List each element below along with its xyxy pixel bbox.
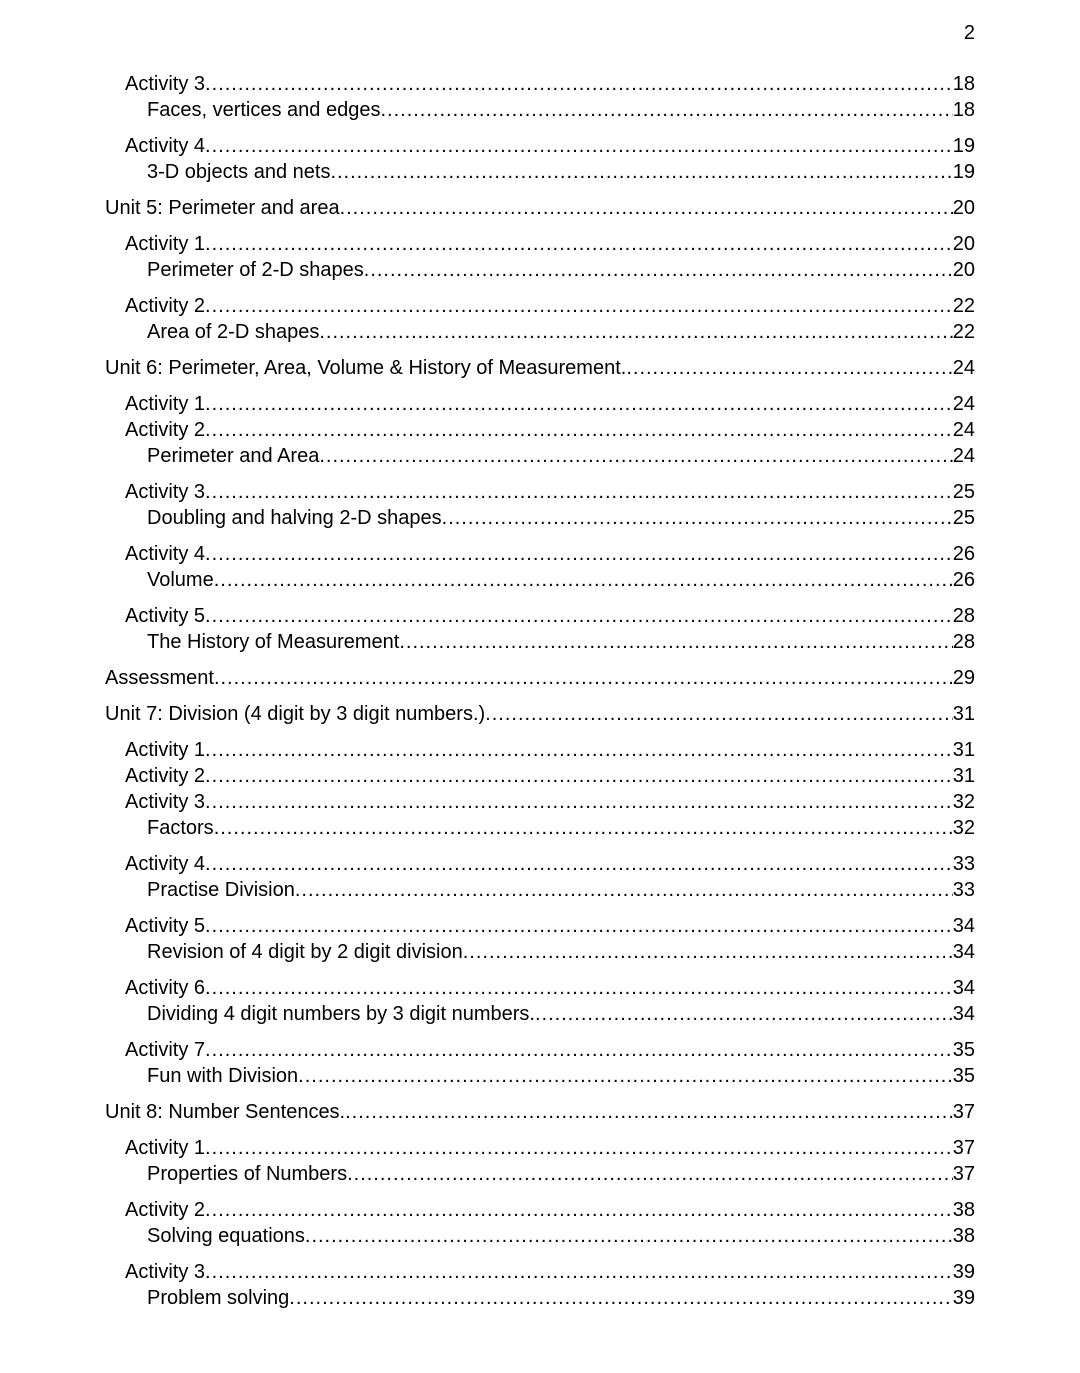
toc-entry-page: 20 — [952, 233, 975, 255]
toc-entry — [105, 701, 975, 727]
toc-entry-page: 32 — [952, 791, 975, 813]
toc-entry-page: 25 — [952, 481, 975, 503]
toc-leader-dots — [205, 391, 953, 417]
toc-entry — [105, 1259, 975, 1285]
toc-entry — [105, 939, 975, 965]
toc-entry-label: Practise Division — [147, 879, 295, 901]
toc-entry-page: 34 — [952, 915, 975, 937]
toc-group — [105, 701, 975, 727]
toc-entry-page: 26 — [952, 543, 975, 565]
toc-entry — [105, 71, 975, 97]
toc-entry-page: 33 — [952, 853, 975, 875]
toc-entry-page: 28 — [952, 605, 975, 627]
toc-entry-label: Activity 4 — [125, 135, 206, 157]
toc-group — [105, 665, 975, 691]
toc-entry-page: 37 — [952, 1163, 975, 1185]
toc-entry-page: 22 — [952, 295, 975, 317]
toc-entry-label: Unit 5: Perimeter and area — [105, 197, 340, 219]
toc-leader-dots — [205, 763, 953, 789]
toc-entry-page: 24 — [952, 419, 975, 441]
toc-entry-label: Activity 1 — [125, 739, 206, 761]
toc-entry-label: Solving equations — [147, 1225, 305, 1247]
toc-group — [105, 1135, 975, 1187]
toc-entry — [105, 159, 975, 185]
toc-leader-dots — [205, 1197, 953, 1223]
toc-entry-page: 18 — [952, 73, 975, 95]
toc-entry-label: Activity 4 — [125, 853, 206, 875]
toc-group — [105, 195, 975, 221]
toc-entry-label: Activity 3 — [125, 1261, 206, 1283]
toc-leader-dots — [463, 939, 953, 965]
toc-group — [105, 1099, 975, 1125]
toc-group — [105, 913, 975, 965]
toc-leader-dots — [298, 1063, 953, 1089]
toc-leader-dots — [205, 737, 953, 763]
toc-group — [105, 293, 975, 345]
toc-entry — [105, 737, 975, 763]
toc-entry-label: Factors — [147, 817, 214, 839]
toc-entry-page: 32 — [952, 817, 975, 839]
toc-entry-label: Activity 2 — [125, 1199, 206, 1221]
toc-leader-dots — [205, 417, 953, 443]
toc-entry-label: Activity 1 — [125, 233, 206, 255]
toc-entry — [105, 1001, 975, 1027]
toc-entry-page: 31 — [952, 739, 975, 761]
toc-entry — [105, 443, 975, 469]
table-of-contents — [105, 71, 975, 1321]
toc-leader-dots — [347, 1161, 953, 1187]
toc-entry-page: 18 — [952, 99, 975, 121]
toc-entry-page: 38 — [952, 1199, 975, 1221]
toc-group — [105, 603, 975, 655]
toc-leader-dots — [214, 665, 953, 691]
toc-entry — [105, 763, 975, 789]
toc-leader-dots — [305, 1223, 953, 1249]
toc-entry — [105, 417, 975, 443]
toc-entry-page: 35 — [952, 1039, 975, 1061]
toc-leader-dots — [289, 1285, 952, 1311]
toc-leader-dots — [205, 1135, 953, 1161]
toc-entry — [105, 1063, 975, 1089]
toc-leader-dots — [330, 159, 952, 185]
toc-entry — [105, 505, 975, 531]
toc-entry — [105, 479, 975, 505]
toc-entry-label: Activity 1 — [125, 393, 206, 415]
toc-entry-label: Faces, vertices and edges — [147, 99, 381, 121]
toc-entry — [105, 913, 975, 939]
toc-entry — [105, 1223, 975, 1249]
toc-group — [105, 391, 975, 469]
toc-entry-label: Doubling and halving 2-D shapes — [147, 507, 442, 529]
toc-leader-dots — [205, 1037, 953, 1063]
toc-entry-page: 39 — [952, 1287, 975, 1309]
toc-leader-dots — [345, 1099, 953, 1125]
toc-entry-label: Activity 3 — [125, 791, 206, 813]
toc-entry-page: 24 — [952, 445, 975, 467]
toc-entry — [105, 877, 975, 903]
toc-group — [105, 1037, 975, 1089]
toc-entry-label: Volume — [147, 569, 214, 591]
toc-entry-label: Unit 7: Division (4 digit by 3 digit numbers.) — [105, 703, 486, 725]
toc-entry-label: Activity 2 — [125, 765, 206, 787]
toc-leader-dots — [214, 567, 953, 593]
toc-entry-label: Problem solving — [147, 1287, 290, 1309]
toc-entry — [105, 293, 975, 319]
toc-entry-page: 20 — [952, 197, 975, 219]
toc-entry-page: 37 — [952, 1101, 975, 1123]
toc-leader-dots — [364, 257, 953, 283]
toc-entry — [105, 231, 975, 257]
toc-leader-dots — [485, 701, 953, 727]
toc-entry — [105, 567, 975, 593]
toc-leader-dots — [205, 293, 953, 319]
toc-leader-dots — [205, 541, 953, 567]
toc-entry-page: 38 — [952, 1225, 975, 1247]
toc-entry — [105, 1135, 975, 1161]
toc-leader-dots — [205, 913, 953, 939]
toc-entry-page: 29 — [952, 667, 975, 689]
toc-entry-page: 35 — [952, 1065, 975, 1087]
toc-entry-page: 25 — [952, 507, 975, 529]
toc-entry-label: Activity 2 — [125, 295, 206, 317]
toc-entry — [105, 1037, 975, 1063]
toc-entry — [105, 975, 975, 1001]
toc-leader-dots — [205, 479, 953, 505]
toc-entry-page: 34 — [952, 1003, 975, 1025]
toc-group — [105, 1259, 975, 1311]
toc-entry-label: Activity 4 — [125, 543, 206, 565]
toc-entry-label: Fun with Division — [147, 1065, 299, 1087]
toc-entry-page: 22 — [952, 321, 975, 343]
toc-leader-dots — [535, 1001, 953, 1027]
toc-entry — [105, 1285, 975, 1311]
toc-entry-label: Activity 5 — [125, 605, 206, 627]
toc-entry — [105, 319, 975, 345]
toc-entry-label: Revision of 4 digit by 2 digit division — [147, 941, 463, 963]
toc-entry-page: 37 — [952, 1137, 975, 1159]
toc-group — [105, 975, 975, 1027]
toc-group — [105, 541, 975, 593]
toc-entry-label: Properties of Numbers — [147, 1163, 348, 1185]
toc-group — [105, 737, 975, 841]
page-number: 2 — [963, 22, 975, 44]
toc-entry-page: 34 — [952, 977, 975, 999]
toc-entry-label: The History of Measurement — [147, 631, 400, 653]
toc-group — [105, 133, 975, 185]
toc-entry-label: Perimeter of 2-D shapes — [147, 259, 364, 281]
toc-entry-page: 20 — [952, 259, 975, 281]
toc-leader-dots — [205, 133, 953, 159]
toc-leader-dots — [205, 851, 953, 877]
toc-entry — [105, 391, 975, 417]
toc-entry — [105, 97, 975, 123]
toc-entry — [105, 355, 975, 381]
toc-entry — [105, 1099, 975, 1125]
toc-leader-dots — [205, 71, 953, 97]
toc-entry-page: 39 — [952, 1261, 975, 1283]
toc-entry-page: 19 — [952, 161, 975, 183]
toc-leader-dots — [399, 629, 952, 655]
toc-entry-label: Activity 5 — [125, 915, 206, 937]
toc-entry-page: 28 — [952, 631, 975, 653]
toc-entry — [105, 851, 975, 877]
toc-leader-dots — [205, 231, 953, 257]
toc-entry-label: Activity 2 — [125, 419, 206, 441]
toc-entry — [105, 133, 975, 159]
toc-leader-dots — [319, 319, 952, 345]
toc-entry-page: 31 — [952, 765, 975, 787]
toc-leader-dots — [205, 1259, 953, 1285]
toc-leader-dots — [340, 195, 953, 221]
toc-leader-dots — [205, 789, 953, 815]
toc-entry-label: Activity 3 — [125, 73, 206, 95]
toc-entry — [105, 541, 975, 567]
toc-entry-label: Activity 1 — [125, 1137, 206, 1159]
toc-entry — [105, 257, 975, 283]
toc-group — [105, 71, 975, 123]
toc-entry-label: Activity 6 — [125, 977, 206, 999]
toc-entry-page: 33 — [952, 879, 975, 901]
toc-entry — [105, 665, 975, 691]
toc-group — [105, 1197, 975, 1249]
toc-entry-label: Activity 3 — [125, 481, 206, 503]
toc-entry — [105, 629, 975, 655]
toc-entry-page: 24 — [952, 393, 975, 415]
toc-leader-dots — [205, 603, 953, 629]
toc-entry-label: Assessment — [105, 667, 214, 689]
toc-entry-label: Unit 8: Number Sentences. — [105, 1101, 346, 1123]
toc-leader-dots — [626, 355, 952, 381]
toc-entry — [105, 815, 975, 841]
toc-entry-label: Dividing 4 digit numbers by 3 digit numbers. — [147, 1003, 535, 1025]
toc-leader-dots — [214, 815, 953, 841]
toc-leader-dots — [380, 97, 952, 123]
toc-entry — [105, 1197, 975, 1223]
toc-entry-label: Unit 6: Perimeter, Area, Volume & History of Measurement. — [105, 357, 627, 379]
toc-entry-page: 19 — [952, 135, 975, 157]
toc-group — [105, 851, 975, 903]
toc-group — [105, 231, 975, 283]
toc-entry — [105, 789, 975, 815]
toc-entry-label: Perimeter and Area — [147, 445, 320, 467]
toc-entry — [105, 603, 975, 629]
toc-entry — [105, 1161, 975, 1187]
toc-entry-page: 34 — [952, 941, 975, 963]
toc-group — [105, 355, 975, 381]
toc-entry-label: 3-D objects and nets — [147, 161, 331, 183]
toc-group — [105, 479, 975, 531]
toc-leader-dots — [295, 877, 953, 903]
toc-entry-label: Area of 2-D shapes — [147, 321, 320, 343]
toc-entry — [105, 195, 975, 221]
toc-leader-dots — [442, 505, 953, 531]
toc-leader-dots — [205, 975, 953, 1001]
toc-entry-label: Activity 7 — [125, 1039, 206, 1061]
toc-entry-page: 26 — [952, 569, 975, 591]
toc-entry-page: 24 — [952, 357, 975, 379]
toc-entry-page: 31 — [952, 703, 975, 725]
toc-leader-dots — [319, 443, 952, 469]
